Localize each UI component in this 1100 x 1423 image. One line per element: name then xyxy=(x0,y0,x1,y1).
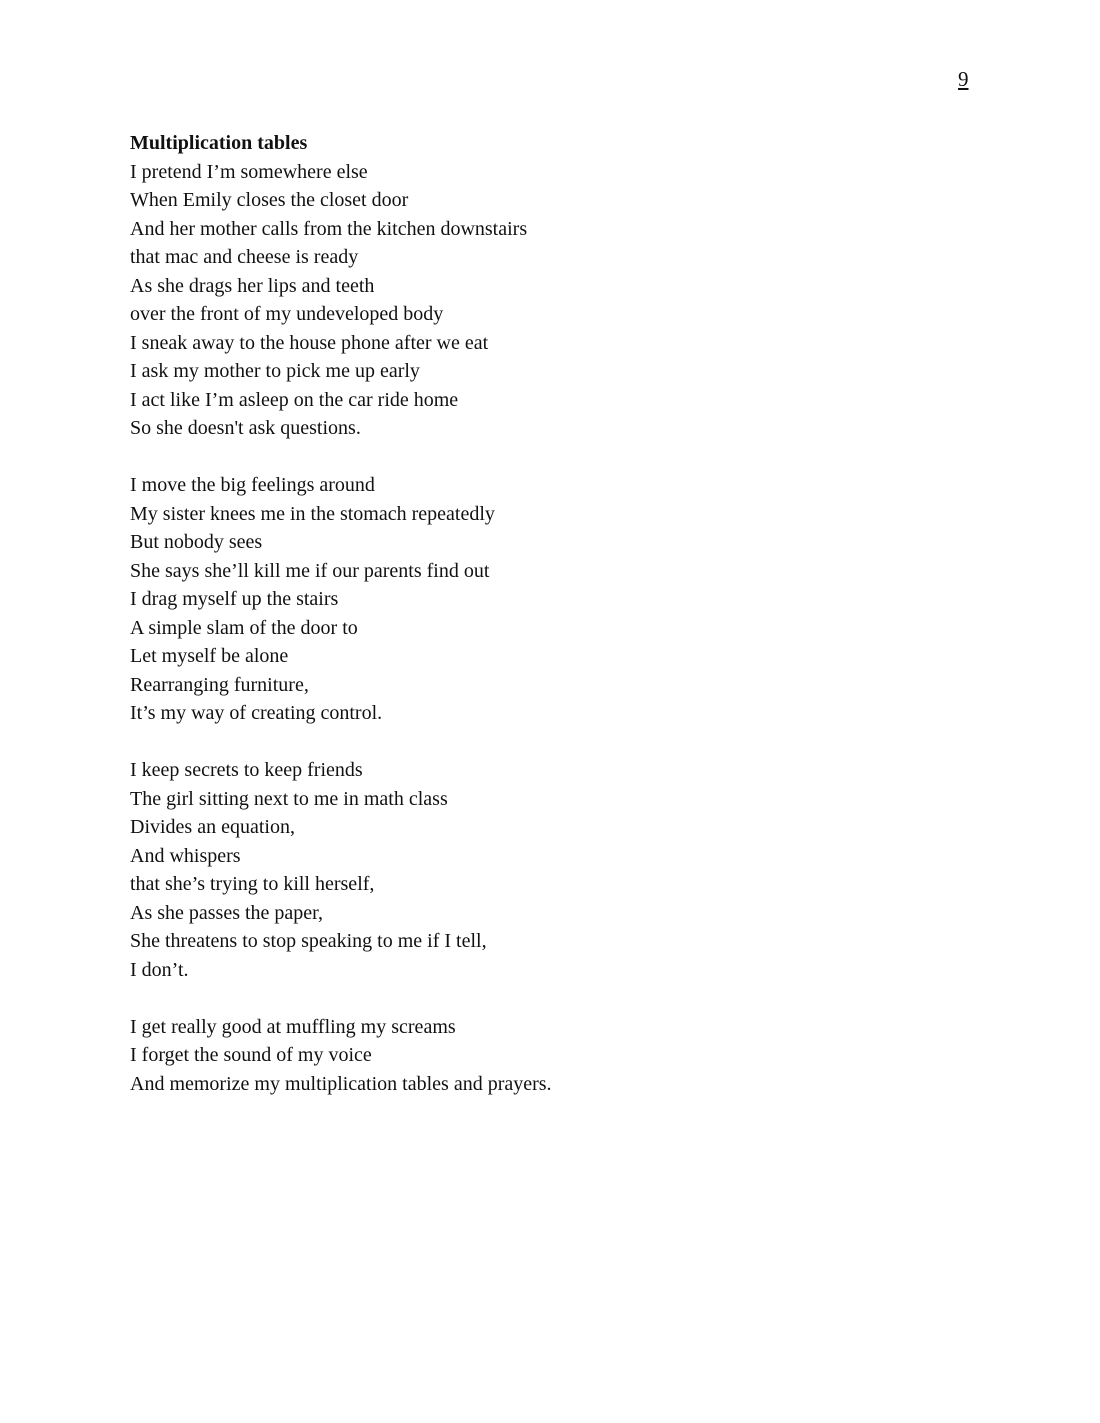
poem-line: that mac and cheese is ready xyxy=(130,246,359,268)
poem-line: The girl sitting next to me in math class xyxy=(130,787,448,810)
poem-line: She threatens to stop speaking to me if I tell, xyxy=(130,930,487,952)
poem-line: And her mother calls from the kitchen downstairs xyxy=(130,217,528,240)
poem-line: My sister knees me in the stomach repeatedly xyxy=(130,502,495,525)
poem-line: She says she’ll kill me if our parents find out xyxy=(130,559,490,582)
poem-body xyxy=(130,158,1010,1099)
poem-title: Multiplication tables xyxy=(130,132,308,154)
poem-stanza xyxy=(130,471,1010,728)
poem-line: I don’t. xyxy=(130,958,189,981)
poem-line: I drag myself up the stairs xyxy=(130,588,339,610)
poem-line: So she doesn't ask questions. xyxy=(130,417,361,439)
poem-line: Rearranging furniture, xyxy=(130,673,309,696)
poem-line: Let myself be alone xyxy=(130,645,289,667)
poem-line: As she passes the paper, xyxy=(130,901,324,924)
poem-line: I act like I’m asleep on the car ride home xyxy=(130,388,459,411)
poem-line: It’s my way of creating control. xyxy=(130,702,383,724)
poem-stanza xyxy=(130,158,1010,443)
poem-line: I get really good at muffling my screams xyxy=(130,1015,456,1038)
page-number: 9 xyxy=(958,67,969,91)
poem-line: that she’s trying to kill herself, xyxy=(130,873,375,895)
poem-line: I pretend I’m somewhere else xyxy=(130,160,368,183)
poem-stanza xyxy=(130,1013,1010,1099)
poem-line: I keep secrets to keep friends xyxy=(130,759,363,781)
poem-line: But nobody sees xyxy=(130,531,263,553)
poem-line: As she drags her lips and teeth xyxy=(130,274,375,297)
poem-line: Divides an equation, xyxy=(130,816,295,838)
poem-stanza xyxy=(130,756,1010,984)
poem-line: I forget the sound of my voice xyxy=(130,1044,372,1066)
poem-line: A simple slam of the door to xyxy=(130,616,358,639)
poem-line: I ask my mother to pick me up early xyxy=(130,360,420,382)
poem-line: I move the big feelings around xyxy=(130,474,375,496)
poem-line: When Emily closes the closet door xyxy=(130,189,409,211)
poem-line: over the front of my undeveloped body xyxy=(130,303,444,325)
poem-line: And memorize my multiplication tables and prayers. xyxy=(130,1072,552,1095)
poem-line: And whispers xyxy=(130,844,241,867)
poem-line: I sneak away to the house phone after we eat xyxy=(130,331,489,354)
poem xyxy=(130,129,1010,1127)
